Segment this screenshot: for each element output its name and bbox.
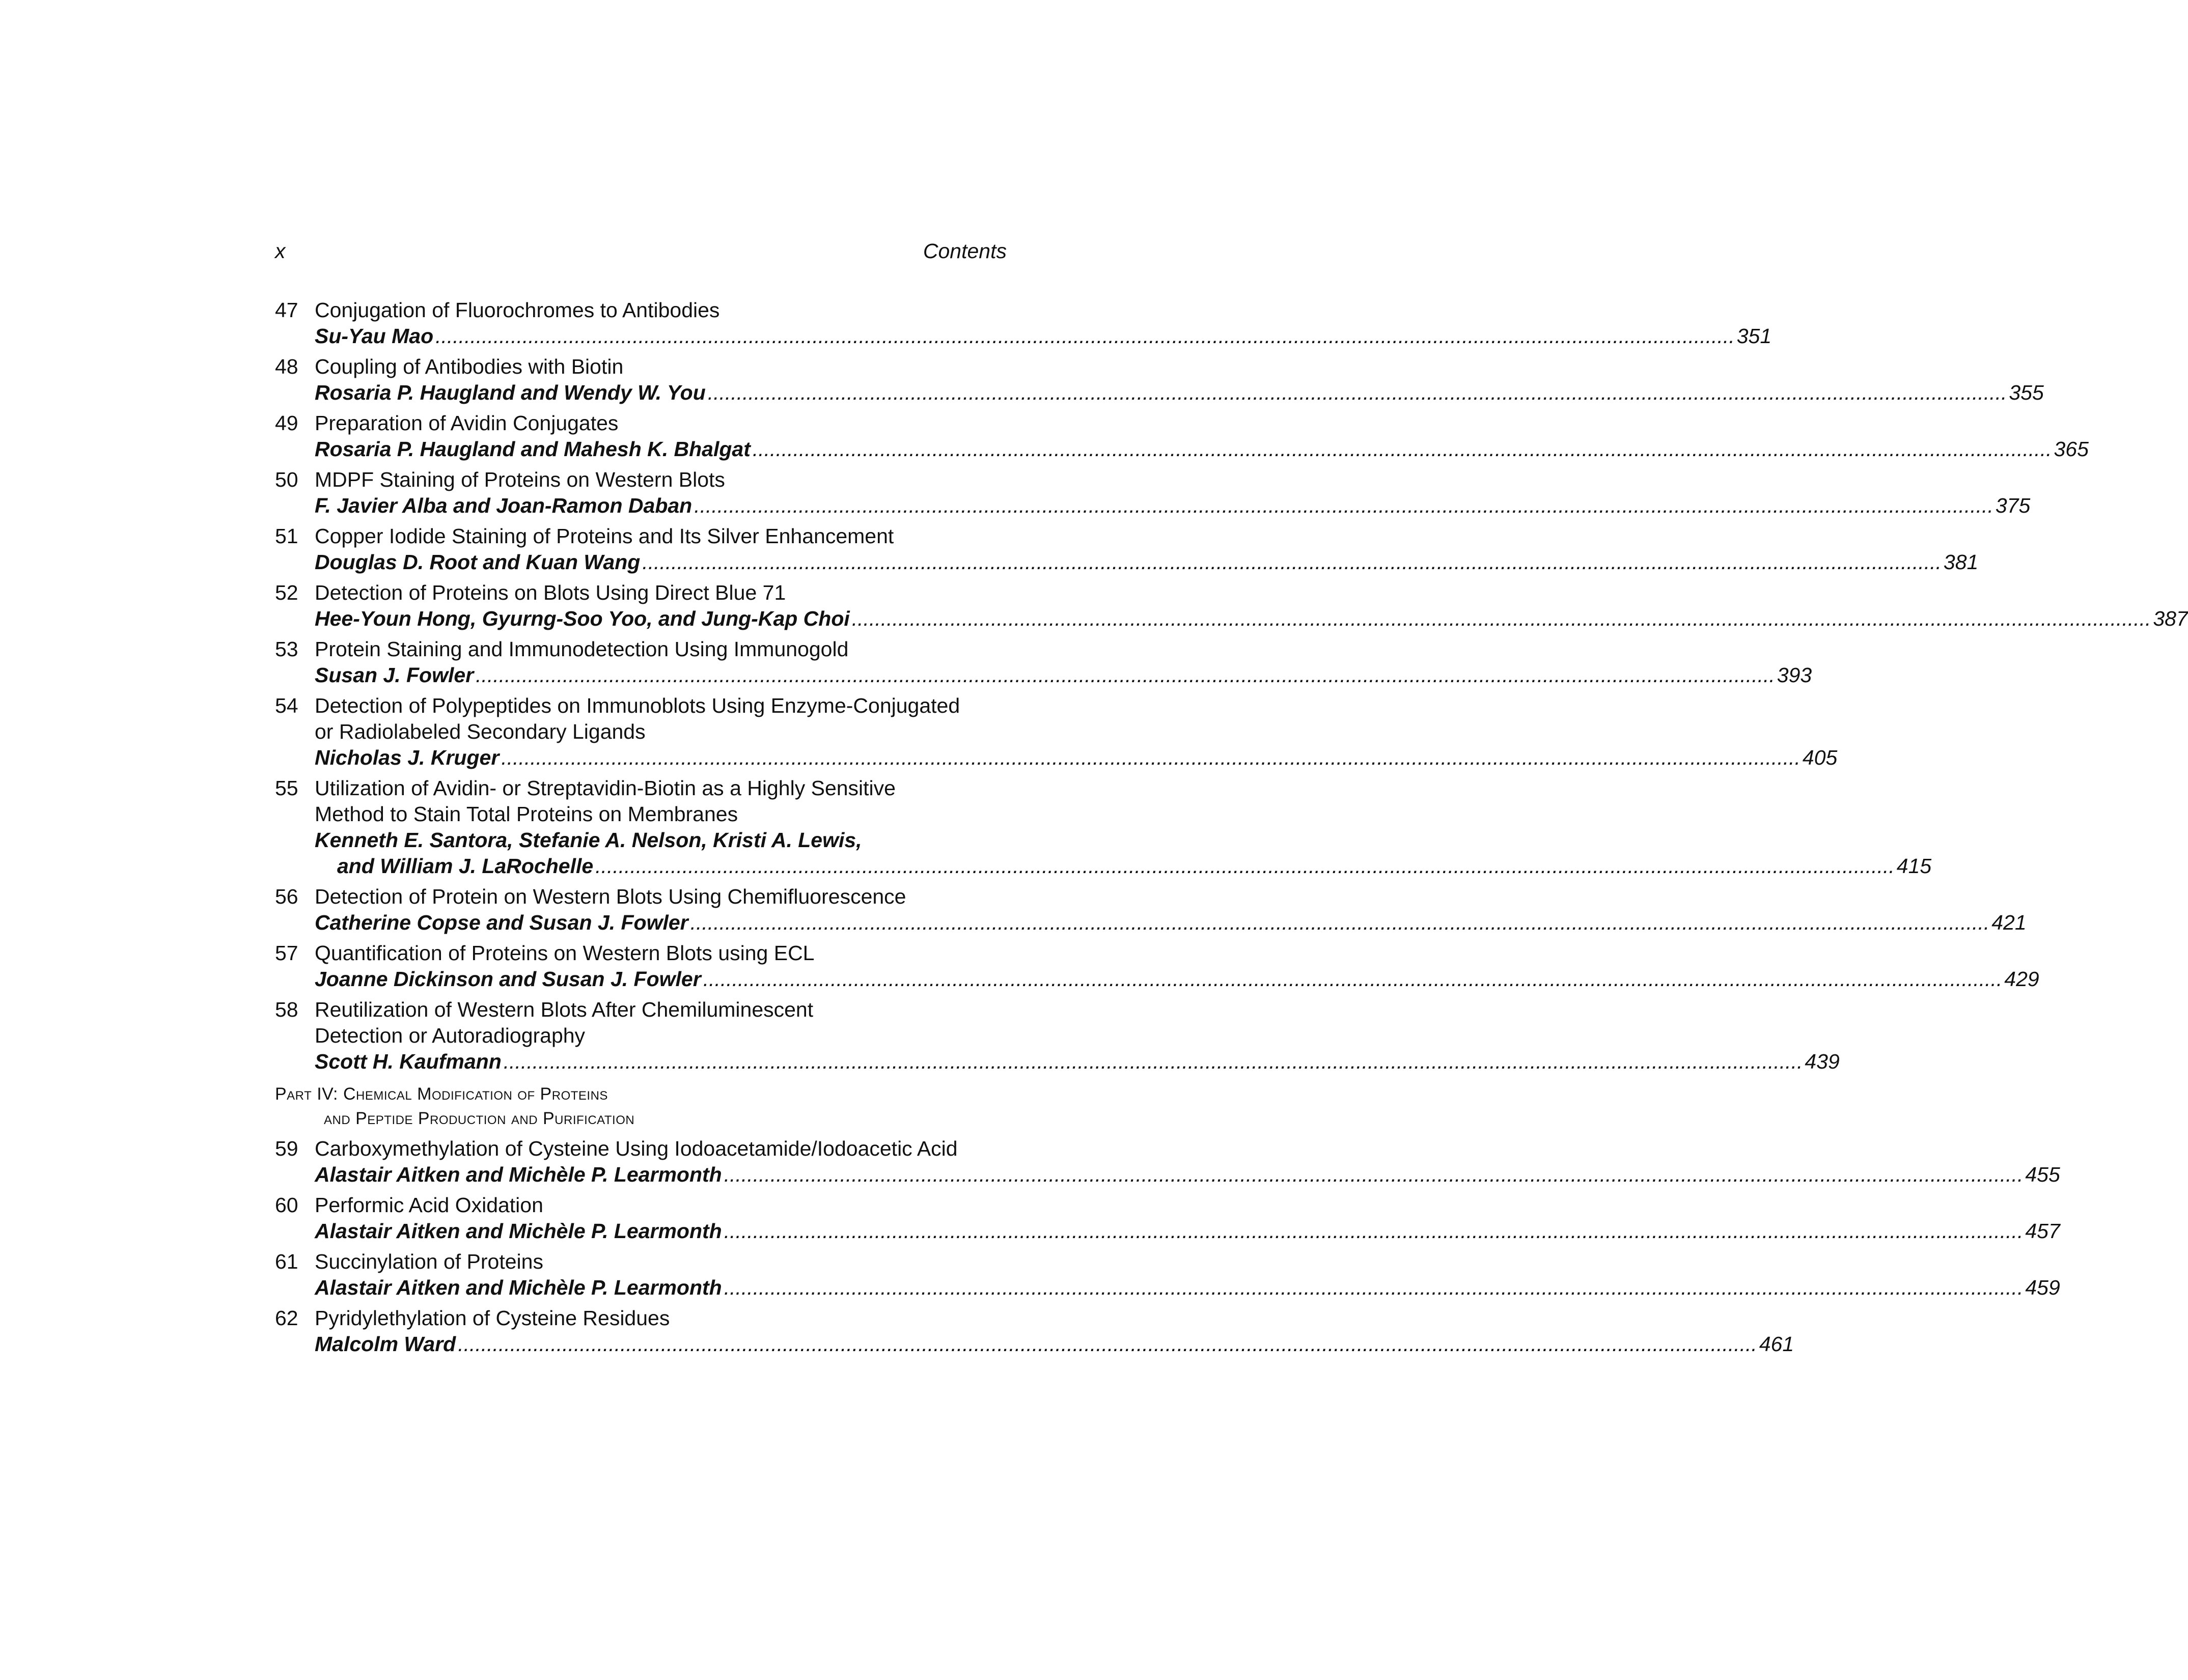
toc-entry[interactable] (275, 354, 2044, 406)
dot-leader (852, 606, 2151, 632)
toc-entry[interactable] (275, 1192, 2060, 1244)
chapter-author: Rosaria P. Haugland and Wendy W. You (315, 381, 706, 404)
part-heading-line: Part IV: Chemical Modification of Proteins (275, 1084, 608, 1104)
chapter-title: Quantification of Proteins on Western Blots using ECL (315, 941, 815, 965)
page-number: 455 (2025, 1163, 2060, 1186)
dot-leader (690, 910, 1990, 936)
chapter-author: Catherine Copse and Susan J. Fowler (315, 911, 688, 934)
dot-leader (435, 323, 1735, 349)
chapter-number: 58 (275, 998, 298, 1021)
dot-leader (724, 1275, 2024, 1301)
page-number: 365 (2054, 437, 2089, 461)
chapter-author: and William J. LaRochelle (337, 854, 594, 878)
chapter-number: 57 (275, 941, 298, 965)
dot-leader (642, 549, 1942, 575)
toc-entry[interactable] (275, 297, 1772, 349)
part-heading-line: and Peptide Production and Purification (324, 1109, 635, 1128)
chapter-number: 60 (275, 1193, 298, 1217)
author-line (315, 662, 1812, 688)
chapter-number: 62 (275, 1306, 298, 1330)
page-number: 429 (2004, 967, 2039, 991)
dot-leader (504, 1049, 1803, 1075)
page-header (275, 239, 1007, 270)
part-heading (275, 1082, 1007, 1131)
toc-entry[interactable] (275, 410, 2089, 462)
chapter-number: 49 (275, 411, 298, 435)
dot-leader (501, 745, 1801, 771)
toc-entry[interactable] (275, 884, 2027, 936)
toc-entry[interactable] (275, 1305, 1794, 1357)
chapter-author: Joanne Dickinson and Susan J. Fowler (315, 967, 701, 991)
chapter-number: 50 (275, 468, 298, 491)
page-number: 405 (1802, 746, 1838, 769)
chapter-author: Alastair Aitken and Michèle P. Learmonth (315, 1163, 722, 1186)
chapter-author: Susan J. Fowler (315, 663, 474, 687)
chapter-title-line: Utilization of Avidin- or Streptavidin-Biotin as a Highly Sensitive (315, 776, 896, 800)
author-line (315, 1275, 2060, 1301)
page-number: 459 (2025, 1276, 2060, 1299)
author-line (315, 1049, 1840, 1075)
chapter-title: Carboxymethylation of Cysteine Using Iodoacetamide/Iodoacetic Acid (315, 1137, 958, 1160)
toc-entry[interactable] (275, 580, 2188, 632)
chapter-title: Copper Iodide Staining of Proteins and Its Silver Enhancement (315, 524, 894, 548)
dot-leader (708, 380, 2007, 406)
page-number: 461 (1759, 1332, 1794, 1356)
page-number: 439 (1805, 1050, 1840, 1073)
toc-entry[interactable] (275, 775, 1932, 879)
page-number: 421 (1991, 911, 2027, 934)
chapter-title: Detection of Protein on Western Blots Using Chemifluorescence (315, 885, 906, 908)
toc-entry[interactable] (275, 636, 1812, 688)
dot-leader (724, 1218, 2024, 1244)
author-line (315, 745, 1837, 771)
page-number: 375 (1995, 494, 2031, 517)
author-line (315, 493, 2030, 519)
chapter-title: Coupling of Antibodies with Biotin (315, 355, 624, 378)
author-line (315, 1162, 2060, 1188)
chapter-author: Scott H. Kaufmann (315, 1050, 502, 1073)
dot-leader (753, 436, 2052, 462)
chapter-number: 53 (275, 637, 298, 661)
author-line (315, 966, 2039, 992)
author-line (315, 1218, 2060, 1244)
toc-entry[interactable] (275, 523, 1979, 575)
chapter-title: Conjugation of Fluorochromes to Antibodies (315, 298, 720, 322)
chapter-author: Alastair Aitken and Michèle P. Learmonth (315, 1276, 722, 1299)
toc-entry[interactable] (275, 940, 2039, 992)
author-line (315, 853, 1931, 879)
author-line (315, 436, 2089, 462)
toc-entry[interactable] (275, 1249, 2060, 1301)
chapter-title: Detection of Proteins on Blots Using Direct Blue 71 (315, 581, 786, 604)
author-line (315, 910, 2027, 936)
chapter-number: 56 (275, 885, 298, 908)
chapter-number: 47 (275, 298, 298, 322)
chapter-author: Hee-Youn Hong, Gyurng-Soo Yoo, and Jung-Kap Choi (315, 607, 850, 630)
chapter-number: 48 (275, 355, 298, 378)
chapter-author: Malcolm Ward (315, 1332, 456, 1356)
chapter-number: 52 (275, 581, 298, 604)
page-folio: x (275, 239, 286, 263)
chapter-title: Pyridylethylation of Cysteine Residues (315, 1306, 670, 1330)
chapter-title: Performic Acid Oxidation (315, 1193, 543, 1217)
page-number: 355 (2009, 381, 2044, 404)
page-number: 393 (1777, 663, 1812, 687)
toc-entry[interactable] (275, 693, 1838, 771)
chapter-title-line: Method to Stain Total Proteins on Membranes (315, 802, 738, 826)
chapter-number: 55 (275, 776, 298, 800)
author-line (315, 1331, 1794, 1357)
page-number: 457 (2025, 1219, 2060, 1243)
chapter-title: MDPF Staining of Proteins on Western Blots (315, 468, 725, 491)
toc-entry[interactable] (275, 1136, 2060, 1188)
page-number: 415 (1896, 854, 1932, 878)
dot-leader (476, 662, 1775, 688)
author-line (315, 380, 2044, 406)
dot-leader (724, 1162, 2024, 1188)
chapter-number: 59 (275, 1137, 298, 1160)
page-number: 381 (1943, 550, 1979, 574)
chapter-author: Rosaria P. Haugland and Mahesh K. Bhalgat (315, 437, 751, 461)
author-line (315, 549, 1978, 575)
page-number: 351 (1736, 324, 1772, 348)
dot-leader (694, 493, 1993, 519)
chapter-title: Preparation of Avidin Conjugates (315, 411, 619, 435)
running-title: Contents (923, 239, 1007, 263)
chapter-number: 54 (275, 694, 298, 717)
author-line (315, 606, 2188, 632)
chapter-author: Douglas D. Root and Kuan Wang (315, 550, 641, 574)
chapter-number: 61 (275, 1250, 298, 1273)
chapter-title: Protein Staining and Immunodetection Using Immunogold (315, 637, 849, 661)
table-of-contents (275, 297, 2188, 1362)
dot-leader (458, 1331, 1757, 1357)
dot-leader (595, 853, 1895, 879)
chapter-title: Succinylation of Proteins (315, 1250, 543, 1273)
chapter-author-line: Kenneth E. Santora, Stefanie A. Nelson, Kristi A. Lewis, (315, 828, 862, 852)
author-line (315, 323, 1771, 349)
toc-entry[interactable] (275, 467, 2031, 519)
chapter-title-line: Detection of Polypeptides on Immunoblots Using Enzyme-Conjugated (315, 694, 960, 717)
chapter-author: Nicholas J. Kruger (315, 746, 500, 769)
chapter-author: Alastair Aitken and Michèle P. Learmonth (315, 1219, 722, 1243)
chapter-author: F. Javier Alba and Joan-Ramon Daban (315, 494, 693, 517)
chapter-number: 51 (275, 524, 298, 548)
chapter-title-line: Detection or Autoradiography (315, 1024, 586, 1047)
page-number: 387 (2153, 607, 2188, 630)
toc-entry[interactable] (275, 997, 1840, 1075)
chapter-title-line: Reutilization of Western Blots After Chemiluminescent (315, 998, 814, 1021)
chapter-author: Su-Yau Mao (315, 324, 434, 348)
chapter-title-line: or Radiolabeled Secondary Ligands (315, 720, 646, 743)
dot-leader (703, 966, 2003, 992)
